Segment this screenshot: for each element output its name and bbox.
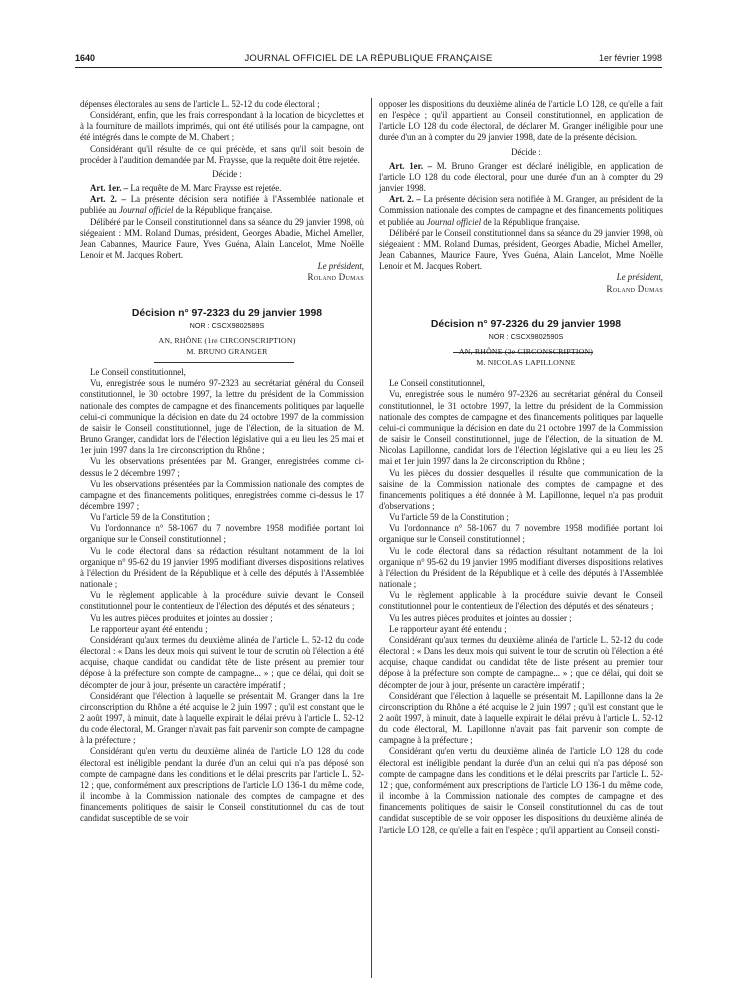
article-1 <box>80 183 364 194</box>
issue-date: 1er février 1998 <box>598 53 662 63</box>
body-paragraph: Considérant que l'élection à laquelle se présentait M. Lapillonne dans la 2e circonscription du Rhône a été acquise le 2 juin 1997 ; qu'il est constant que le 2 août 1997, à minuit, date à laquelle expirait le délai prévu à l'article L. 52-12 du code électoral, M. Lapillonne n'avait pas fait parvenir son compte de campagne à la préfecture ; <box>379 690 663 746</box>
body-paragraph: Vu les autres pièces produites et jointes au dossier ; <box>90 612 273 623</box>
party-name: M. BRUNO GRANGER <box>186 346 268 356</box>
nor-number: NOR : CSCX9802590S <box>488 331 564 341</box>
article-label: Art. 1er. – <box>389 160 433 171</box>
left-column <box>80 99 364 825</box>
body-paragraph: Vu l'ordonnance n° 58-1067 du 7 novembre 1958 modifiée portant loi organique sur le Conseil constitutionnel ; <box>379 523 663 545</box>
paragraph: Considérant qu'il résulte de ce qui précède, et sans qu'il soit besoin de procéder à l'audition demandée par M. Fraysse, que la requête doit être rejetée. <box>80 143 364 165</box>
article-label: Art. 2. – <box>389 194 421 205</box>
party-name: M. NICOLAS LAPILLONNE <box>476 358 576 368</box>
body-paragraph: Considérant qu'aux termes du deuxième alinéa de l'article L. 52-12 du code électoral : « Dans les deux mois qui suivent le tour de scrutin où l'élection a été acquise, chaque candidat ou candidat tête de liste présent au premier tour dépose à la préfecture son compte de campagne... » ; que ce délai, qui doit se décompter de jour à jour, présente un caractère impératif ; <box>80 634 364 690</box>
constituency: AN, RHÔNE (2e CIRCONSCRIPTION) <box>458 346 594 356</box>
body-paragraph: Considérant que l'élection à laquelle se présentait M. Granger dans la 1re circonscription du Rhône a été acquise le 2 juin 1997 ; qu'il est constant que le 2 août 1997, à minuit, date à laquelle expirait le délai prévu à l'article L. 52-12 du code électoral, M. Granger n'avait pas fait parvenir son compte de campagne à la préfecture ; <box>80 690 364 746</box>
article-text: de la République française. <box>483 216 580 227</box>
decision-title: Décision n° 97-2323 du 29 janvier 1998 <box>131 307 323 319</box>
page-header <box>75 51 662 67</box>
column-divider <box>371 98 372 978</box>
body-paragraph: Vu le règlement applicable à la procédure suivie devant le Conseil constitutionnel pour le contentieux de l'élection des députés et des sénateurs ; <box>80 590 364 612</box>
body-paragraph: Considérant qu'en vertu du deuxième alinéa de l'article LO 128 du code électoral est inéligible pendant la durée d'un an celui qui n'a pas déposé son compte de campagne dans les conditions et le délai prescrits par l'article L. 52-12 ; que, conformément aux prescriptions de l'article LO 136-1 du même code, il incombe à la Commission nationale des comptes de campagne et des financements politiques de saisir le Conseil constitutionnel du cas de tout candidat susceptible de se voir <box>80 746 364 824</box>
article-1 <box>379 161 663 194</box>
paragraph: dépenses électorales au sens de l'article L. 52-12 du code électoral ; <box>80 99 320 109</box>
article-text: La présente décision sera notifiée à l'Assemblée nationale et publiée au <box>80 194 365 216</box>
body-paragraph: Considérant qu'aux termes du deuxième alinéa de l'article L. 52-12 du code électoral : « Dans les deux mois qui suivent le tour de scrutin où l'élection a été acquise, chaque candidat ou candidat tête de liste présent au premier tour dépose à la préfecture son compte de campagne... » ; que ce délai, qui doit se décompter de jour à jour, présente un caractère impératif ; <box>379 634 663 690</box>
journal-name: Journal officiel <box>118 205 174 216</box>
decision-title: Décision n° 97-2326 du 29 janvier 1998 <box>430 318 622 330</box>
body-paragraph: Vu le code électoral dans sa rédaction résultant notamment de la loi organique n° 95-62 du 19 janvier 1995 modifiant diverses dispositions relatives à l'élection du Président de la République et à celle des députés à l'Assemblée nationale ; <box>80 545 364 590</box>
paragraph: opposer les dispositions du deuxième alinéa de l'article LO 128, ce qu'elle a fait en l'espèce ; qu'il appartient au Conseil constitutionnel, en application de l'article LO 128 du code électoral, de déclarer M. Granger inéligible pour une durée d'un an à compter du 29 janvier 1998, date de la présente décision. <box>379 99 663 143</box>
body-paragraph: Vu l'article 59 de la Constitution ; <box>90 512 210 523</box>
nor-number: NOR : CSCX9802589S <box>189 320 265 330</box>
body-paragraph: Vu le code électoral dans sa rédaction résultant notamment de la loi organique n° 95-62 du 19 janvier 1995 modifiant diverses dispositions relatives à l'élection du Président de la République et à celle des députés à l'Assemblée nationale ; <box>379 545 663 590</box>
article-2 <box>379 194 663 227</box>
right-column <box>379 99 663 836</box>
body-paragraph: Vu les autres pièces produites et jointes au dossier ; <box>389 612 572 623</box>
signature-name: Roland Dumas <box>606 283 663 294</box>
deliberation: Délibéré par le Conseil constitutionnel dans sa séance du 29 janvier 1998, où siégeaient : MM. Roland Dumas, président, Georges Abadie, Michel Ameller, Jean Cabannes, Maurice Faure, Yves Guéna, Alain Lancelot, Mme Noëlle Lenoir et M. Jacques Robert. <box>379 227 663 272</box>
decide-heading: Décide : <box>212 168 242 179</box>
article-text: La présente décision sera notifiée à M. Granger, au président de la Commission nationale des comptes de campagne et des financements politiques et publiée au <box>379 194 664 227</box>
header-rule <box>75 67 662 68</box>
signature-name: Roland Dumas <box>307 272 364 283</box>
page-number: 1640 <box>75 53 96 63</box>
article-text: de la République française. <box>175 205 273 216</box>
body-paragraph: Le rapporteur ayant été entendu ; <box>389 623 507 634</box>
conseil-heading: Le Conseil constitutionnel, <box>389 378 485 389</box>
signature-role: Le président, <box>317 261 364 272</box>
article-label: Art. 2. – <box>90 194 126 205</box>
body-paragraph: Vu l'ordonnance n° 58-1067 du 7 novembre 1958 modifiée portant loi organique sur le Conseil constitutionnel ; <box>80 523 364 545</box>
constituency: AN, RHÔNE (1re CIRCONSCRIPTION) <box>158 335 296 345</box>
conseil-heading: Le Conseil constitutionnel, <box>90 367 186 378</box>
paragraph: Considérant, enfin, que les frais correspondant à la location de bicyclettes et à la fourniture de maillots imprimés, qui ont été utilisés pour la campagne, ont été intégrés dans le compte de M. Chabert ; <box>80 110 364 143</box>
article-label: Art. 1er. – <box>90 183 129 194</box>
signature-role: Le président, <box>616 272 663 283</box>
journal-name: Journal officiel <box>426 216 482 227</box>
body-paragraph: Le rapporteur ayant été entendu ; <box>90 623 208 634</box>
body-paragraph: Vu, enregistrée sous le numéro 97-2323 au secrétariat général du Conseil constitutionnel, le 30 octobre 1997, la lettre du président de la Commission nationale des comptes de campagne et des financements politiques par laquelle celui-ci communique la décision en date du 24 octobre 1997 de la commission de saisir le Conseil constitutionnel, juge de l'élection, de la situation de M. Bruno Granger, candidat lors de l'élection législative qui a eu lieu les 25 mai et 1er juin 1997 dans la 1re circonscription du Rhône ; <box>80 378 364 456</box>
decide-heading: Décide : <box>511 146 541 157</box>
body-paragraph: Vu les observations présentées par la Commission nationale des comptes de campagne et des financements politiques, enregistrées comme ci-dessus le 17 décembre 1997 ; <box>80 478 364 511</box>
deliberation: Délibéré par le Conseil constitutionnel dans sa séance du 29 janvier 1998, où siégeaient : MM. Roland Dumas, président, Georges Abadie, Michel Ameller, Jean Cabannes, Maurice Faure, Yves Guéna, Alain Lancelot, Mme Noëlle Lenoir et M. Jacques Robert. <box>80 216 364 261</box>
body-paragraph: Vu les observations présentées par M. Granger, enregistrées comme ci-dessus le 2 décembre 1997 ; <box>80 456 364 478</box>
body-paragraph: Vu l'article 59 de la Constitution ; <box>389 512 509 523</box>
article-text: M. Bruno Granger est déclaré inéligible, en application de l'article LO 128 du code électoral, pour une durée d'un an à compter du 29 janvier 1998. <box>379 160 663 194</box>
article-text: La requête de M. Marc Fraysse est rejetée. <box>130 183 282 194</box>
body-paragraph: Vu les pièces du dossier desquelles il résulte que communication de la saisine de la Commission nationale des comptes de campagne et des financements politiques a été donnée à M. Lapillonne, lequel n'a pas produit d'observations ; <box>379 467 663 511</box>
body-paragraph: Vu le règlement applicable à la procédure suivie devant le Conseil constitutionnel pour le contentieux de l'élection des députés et des sénateurs ; <box>379 590 663 612</box>
body-paragraph: Considérant qu'en vertu du deuxième alinéa de l'article LO 128 du code électoral est inéligible pendant la durée d'un an celui qui n'a pas déposé son compte de campagne dans les conditions et le délai prescrits par l'article L. 52-12 ; que, conformément aux prescriptions de l'article LO 136-1 du même code, il incombe à la Commission nationale des comptes de campagne et des financements politiques de saisir le Conseil constitutionnel du cas de tout candidat susceptible de se voir opposer les dispositions du deuxième alinéa de l'article LO 128, ce qu'elle a fait en l'espèce ; qu'il appartient au Conseil consti- <box>379 746 663 835</box>
journal-title: JOURNAL OFFICIEL DE LA RÉPUBLIQUE FRANÇAISE <box>244 53 493 64</box>
body-paragraph: Vu, enregistrée sous le numéro 97-2326 au secrétariat général du Conseil constitutionnel, le 31 octobre 1997, la lettre du président de la Commission nationale des comptes de campagne et des financements politiques par laquelle celui-ci communique la décision en date du 21 octobre 1997 de la Commission de saisir le Conseil constitutionnel, juge de l'élection, de la situation de M. Nicolas Lapillonne, candidat lors de l'élection législative qui a eu lieu les 25 mai et 1er juin 1997 dans la 2e circonscription du Rhône ; <box>379 389 663 467</box>
article-2 <box>80 194 364 216</box>
